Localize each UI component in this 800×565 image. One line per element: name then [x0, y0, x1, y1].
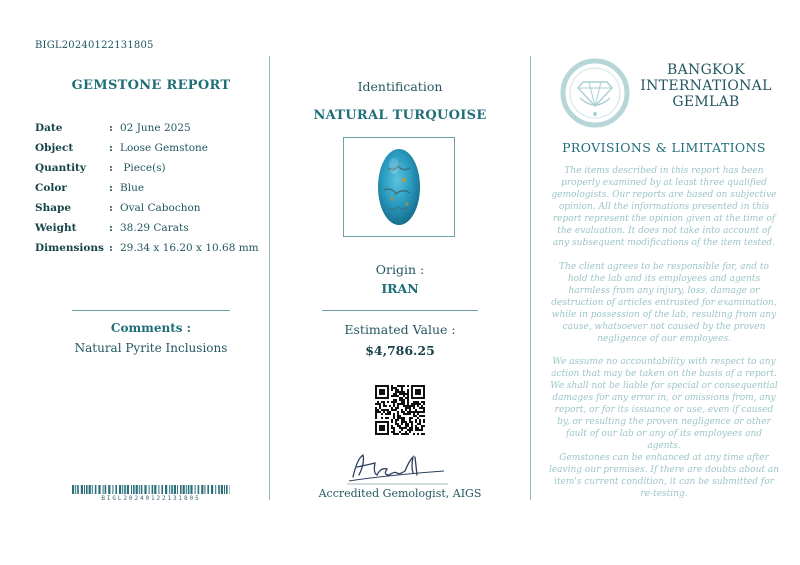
field-label: Date — [35, 122, 63, 134]
field-colon: : — [109, 182, 113, 194]
gemlab-logo-icon — [560, 58, 630, 128]
field-colon: : — [109, 142, 113, 154]
barcode-text: BIGL20240122131805 — [101, 495, 201, 502]
lab-name-line: INTERNATIONAL — [640, 78, 772, 94]
field-value: Piece(s) — [120, 162, 166, 174]
provisions-paragraph: Gemstones can be enhanced at any time after leaving our premises. If there are doubts about an item's current condition, it can be submitted for re-testing. — [548, 453, 780, 499]
provisions-paragraph: The items described in this report has been properly examined by at least three qualified gemologists. Our reports are based on subjective opinion. All the informations presented in this report represent the opinion given at the time of the evaluation. It does not take into account of any subsequent modifications of the item tested. — [551, 166, 777, 248]
field-label: Color — [35, 182, 67, 194]
field-label: Quantity — [35, 162, 87, 174]
field-label: Weight — [35, 222, 77, 234]
origin-value: IRAN — [381, 281, 419, 296]
field-label: Dimensions — [35, 242, 104, 254]
estimated-value-label: Estimated Value : — [344, 322, 456, 337]
provisions-paragraph: The client agrees to be responsible for, and to hold the lab and its employees and agents harmless from any injury, loss, damage or destruction of articles entrusted for examination, while in possession of the lab, resulting from any cause, whatsoever not caused by the proven negligence of our employees. — [551, 262, 777, 344]
signature — [345, 447, 450, 487]
comments-text: Natural Pyrite Inclusions — [74, 341, 228, 355]
field-value: Oval Cabochon — [120, 202, 201, 214]
field-label: Object — [35, 142, 74, 154]
estimated-value-amount: $4,786.25 — [365, 343, 435, 358]
field-label: Shape — [35, 202, 72, 214]
field-colon: : — [109, 202, 113, 214]
stone-name: NATURAL TURQUOISE — [313, 108, 487, 123]
field-colon: : — [109, 162, 113, 174]
field-colon: : — [109, 122, 113, 134]
lab-name-line: BANGKOK — [667, 62, 745, 78]
gemstone-photo-frame — [343, 137, 455, 237]
field-value: 29.34 x 16.20 x 10.68 mm — [120, 242, 259, 254]
lab-name-line: GEMLAB — [672, 94, 740, 110]
origin-label: Origin : — [375, 262, 425, 277]
divider-right — [530, 56, 531, 500]
comments-title: Comments : — [110, 321, 192, 335]
provisions-paragraph: We assume no accountability with respect to any action that may be taken on the basis of a report. We shall not be liable for special or consequential damages for any error in, or omissions from, any report, or for its issuance or use, even if caused by, or resulting the proven negligence or other fault of our lab or any of its employees and agents. — [550, 357, 778, 451]
gemstone-photo — [344, 138, 454, 236]
lab-name — [637, 62, 775, 110]
provisions-title: PROVISIONS & LIMITATIONS — [562, 140, 766, 155]
field-value: 38.29 Carats — [120, 222, 189, 234]
identification-title: Identification — [357, 79, 443, 94]
report-title: GEMSTONE REPORT — [71, 78, 231, 93]
qr-code — [375, 385, 425, 435]
field-colon: : — [109, 242, 113, 254]
comments-divider — [72, 310, 230, 311]
field-colon: : — [109, 222, 113, 234]
field-value: 02 June 2025 — [120, 122, 191, 134]
field-value: Loose Gemstone — [120, 142, 209, 154]
origin-divider — [322, 310, 478, 311]
field-value: Blue — [120, 182, 145, 194]
report-id: BIGL20240122131805 — [35, 40, 154, 51]
gemologist-title: Accredited Gemologist, AIGS — [318, 487, 482, 500]
